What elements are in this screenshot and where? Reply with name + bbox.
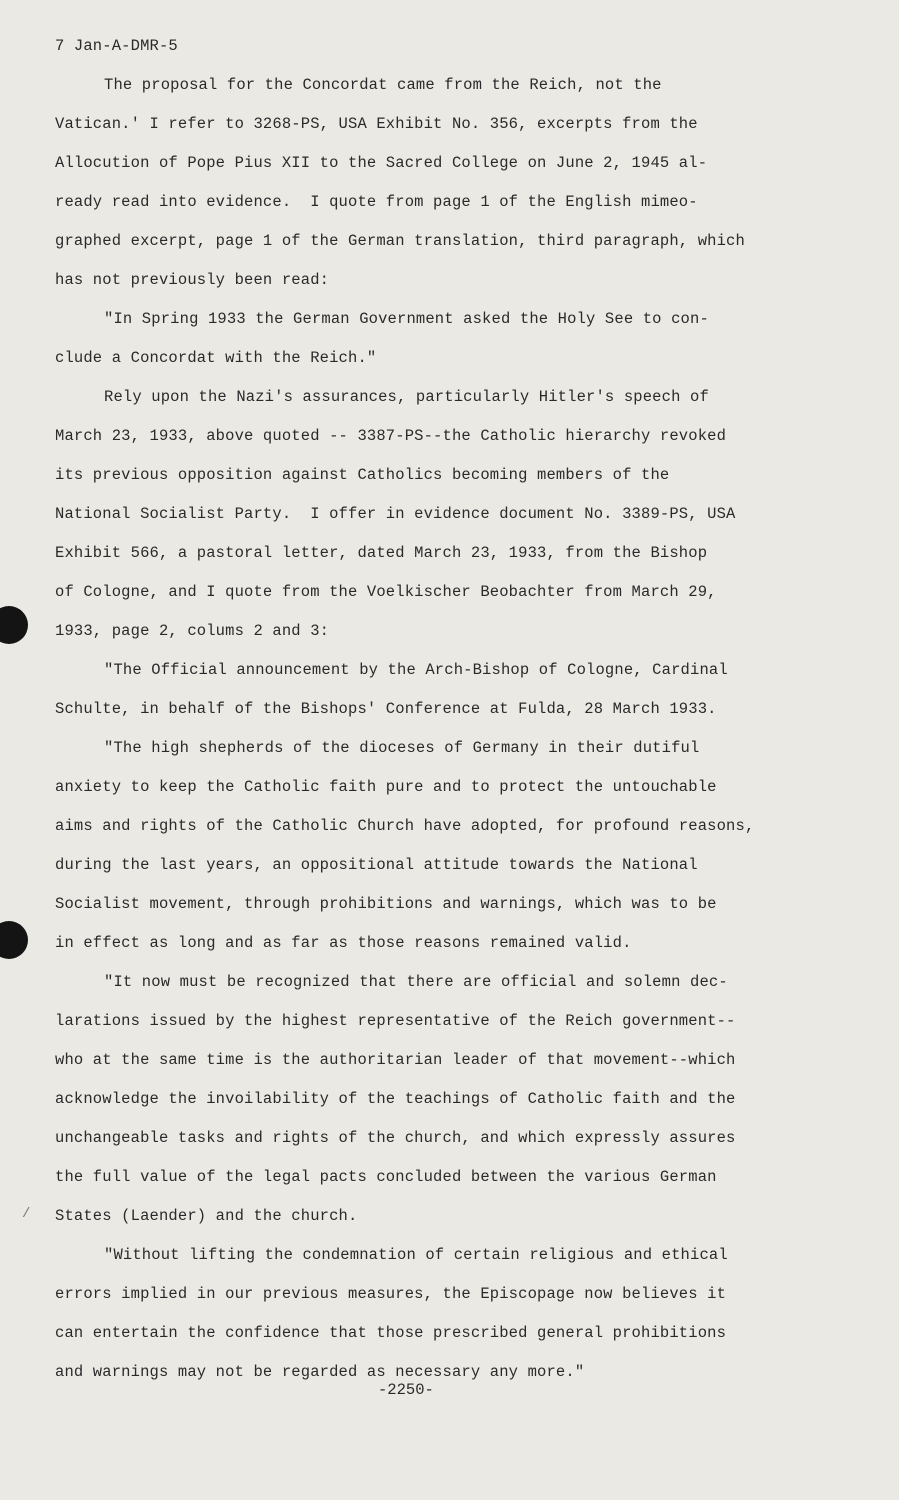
text-line: graphed excerpt, page 1 of the German translation, third paragraph, which <box>55 232 745 250</box>
text-line: can entertain the confidence that those prescribed general prohibitions <box>55 1324 727 1342</box>
text-line: unchangeable tasks and rights of the church, and which expressly assures <box>55 1129 736 1147</box>
text-line: March 23, 1933, above quoted -- 3387-PS--the Catholic hierarchy revoked <box>55 427 727 445</box>
text-line: acknowledge the invoilability of the teachings of Catholic faith and the <box>55 1090 736 1108</box>
text-line: States (Laender) and the church. <box>55 1207 358 1225</box>
text-line: anxiety to keep the Catholic faith pure and to protect the untouchable <box>55 778 717 796</box>
text-line: of Cologne, and I quote from the Voelkischer Beobachter from March 29, <box>55 583 717 601</box>
text-line: larations issued by the highest representative of the Reich government-- <box>55 1012 736 1030</box>
text-line: Vatican.' I refer to 3268-PS, USA Exhibit No. 356, excerpts from the <box>55 115 698 133</box>
text-line: "Without lifting the condemnation of certain religious and ethical <box>104 1246 728 1264</box>
text-line: the full value of the legal pacts concluded between the various German <box>55 1168 717 1186</box>
text-line: clude a Concordat with the Reich." <box>55 349 377 367</box>
text-line: Rely upon the Nazi's assurances, particularly Hitler's speech of <box>104 388 709 406</box>
text-line: errors implied in our previous measures, the Episcopage now believes it <box>55 1285 727 1303</box>
punch-hole-bottom <box>0 921 28 959</box>
text-line: who at the same time is the authoritarian leader of that movement--which <box>55 1051 736 1069</box>
text-line: aims and rights of the Catholic Church have adopted, for profound reasons, <box>55 817 755 835</box>
text-line: 1933, page 2, colums 2 and 3: <box>55 622 330 640</box>
text-line: "In Spring 1933 the German Government asked the Holy See to con- <box>104 310 709 328</box>
text-line: "It now must be recognized that there are official and solemn dec- <box>104 973 728 991</box>
text-line: its previous opposition against Catholics becoming members of the <box>55 466 670 484</box>
text-line: Exhibit 566, a pastoral letter, dated March 23, 1933, from the Bishop <box>55 544 708 562</box>
document-reference: 7 Jan-A-DMR-5 <box>55 37 178 55</box>
text-line: and warnings may not be regarded as necessary any more." <box>55 1363 585 1381</box>
text-line: Schulte, in behalf of the Bishops' Conference at Fulda, 28 March 1933. <box>55 700 717 718</box>
text-line: National Socialist Party. I offer in evidence document No. 3389-PS, USA <box>55 505 736 523</box>
text-line: has not previously been read: <box>55 271 330 289</box>
text-line: ready read into evidence. I quote from page 1 of the English mimeo- <box>55 193 698 211</box>
text-line: "The high shepherds of the dioceses of Germany in their dutiful <box>104 739 700 757</box>
text-line: Socialist movement, through prohibitions and warnings, which was to be <box>55 895 717 913</box>
edge-mark: / <box>22 1206 31 1222</box>
page-number: -2250- <box>378 1381 434 1399</box>
text-line: "The Official announcement by the Arch-Bishop of Cologne, Cardinal <box>104 661 728 679</box>
text-line: The proposal for the Concordat came from the Reich, not the <box>104 76 662 94</box>
text-line: Allocution of Pope Pius XII to the Sacred College on June 2, 1945 al- <box>55 154 708 172</box>
punch-hole-top <box>0 606 28 644</box>
text-line: during the last years, an oppositional attitude towards the National <box>55 856 698 874</box>
text-line: in effect as long and as far as those reasons remained valid. <box>55 934 632 952</box>
